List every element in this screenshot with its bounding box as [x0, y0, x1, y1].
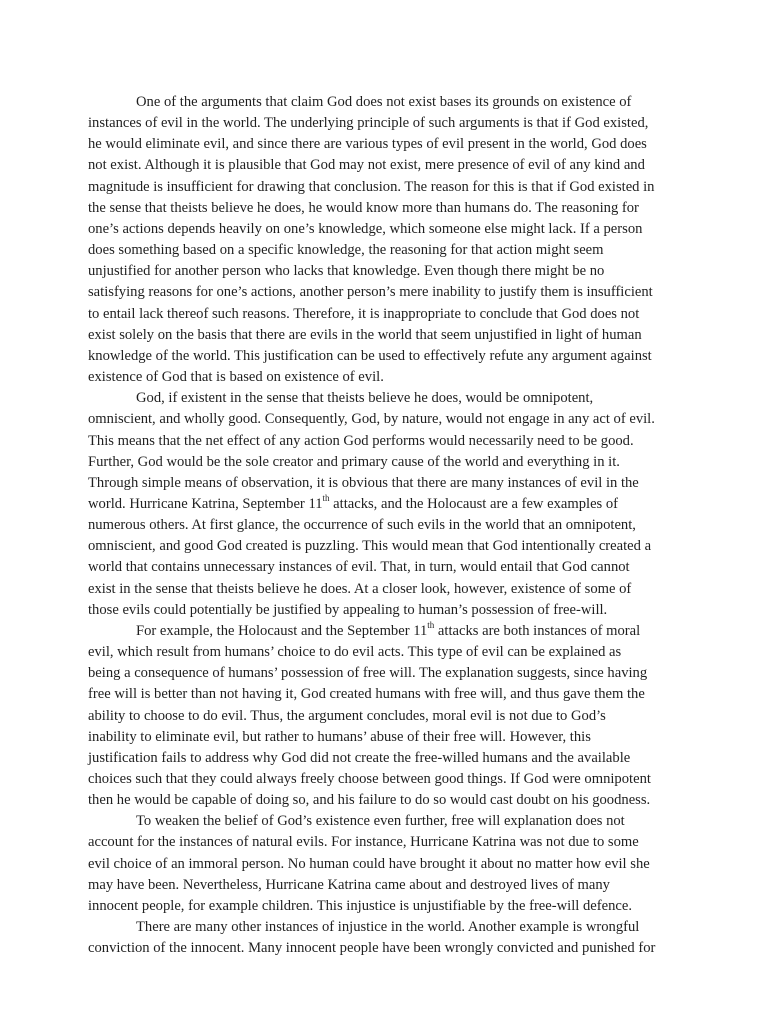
text-segment: Further, God would be the sole creator and primary cause of the world and everything in it. [88, 453, 620, 470]
text-line [88, 536, 684, 557]
text-segment: For example, the Holocaust and the September 11 [136, 622, 428, 639]
paragraph [88, 621, 684, 811]
superscript-ordinal: th [322, 493, 330, 504]
text-line [88, 515, 684, 536]
text-line [88, 155, 684, 176]
text-line [88, 452, 684, 473]
text-segment: he would eliminate evil, and since there are various types of evil present in the world, God does [88, 136, 647, 153]
text-line [88, 282, 684, 303]
text-segment: free will is better than not having it, God created humans with free will, and thus gave them the [88, 686, 645, 703]
text-line [88, 579, 684, 600]
text-line [88, 240, 684, 261]
text-line [88, 600, 684, 621]
text-segment: Through simple means of observation, it is obvious that there are many instances of evil in the [88, 474, 639, 491]
text-line [88, 875, 684, 896]
text-segment: attacks, and the Holocaust are a few examples of [329, 495, 619, 512]
text-segment: exist in the sense that theists believe he does. At a closer look, however, existence of some of [88, 580, 632, 597]
text-line [88, 832, 684, 853]
text-segment: to entail lack thereof such reasons. Therefore, it is inappropriate to conclude that God does not [88, 305, 640, 322]
text-segment: omniscient, and wholly good. Consequently, God, by nature, would not engage in any act of evil. [88, 411, 655, 428]
text-line [88, 727, 684, 748]
paragraph [88, 388, 684, 621]
text-segment: does something based on a specific knowledge, the reasoning for that action might seem [88, 242, 604, 259]
text-line [88, 92, 684, 113]
text-line [88, 177, 684, 198]
text-line [88, 304, 684, 325]
text-line [88, 748, 684, 769]
text-line [88, 113, 684, 134]
text-line [88, 896, 684, 917]
text-line [88, 219, 684, 240]
text-segment: satisfying reasons for one’s actions, another person’s mere inability to justify them is insufficient [88, 284, 653, 301]
text-segment: the sense that theists believe he does, he would know more than humans do. The reasoning for [88, 199, 639, 216]
text-segment: existence of God that is based on existence of evil. [88, 369, 384, 386]
text-segment: innocent people, for example children. This injustice is unjustifiable by the free-will defence. [88, 897, 632, 914]
text-segment: world. Hurricane Katrina, September 11 [88, 495, 323, 512]
text-segment: evil, which result from humans’ choice to do evil acts. This type of evil can be explained as [88, 644, 622, 661]
text-line [88, 663, 684, 684]
text-segment: exist solely on the basis that there are evils in the world that seem unjustified in light of human [88, 326, 642, 343]
text-segment: choices such that they could always freely choose between good things. If God were omnipotent [88, 771, 651, 787]
text-line [88, 346, 684, 367]
text-line [88, 684, 684, 705]
text-line [88, 557, 684, 578]
text-line [88, 621, 684, 642]
text-line [88, 367, 684, 388]
text-line [88, 431, 684, 452]
text-segment: One of the arguments that claim God does not exist bases its grounds on existence of [136, 94, 632, 110]
superscript-ordinal: th [427, 620, 435, 631]
paragraph [88, 92, 684, 388]
text-line [88, 494, 684, 515]
text-segment: numerous others. At first glance, the occurrence of such evils in the world that an omnipotent, [88, 517, 636, 534]
text-segment: then he would be capable of doing so, and his failure to do so would cast doubt on his goodness. [88, 792, 651, 809]
text-segment: those evils could potentially be justified by appealing to human’s possession of free-will. [88, 601, 608, 618]
text-line [88, 917, 684, 938]
text-line [88, 811, 684, 832]
text-segment: world that contains unnecessary instances of evil. That, in turn, would entail that God cannot [88, 559, 630, 576]
paragraph [88, 917, 684, 959]
paragraph [88, 811, 684, 917]
text-segment: may have been. Nevertheless, Hurricane Katrina came about and destroyed lives of many [88, 876, 610, 893]
text-line [88, 325, 684, 346]
text-line [88, 388, 684, 409]
text-segment: evil choice of an immoral person. No human could have brought it about no matter how evil she [88, 855, 650, 872]
text-line [88, 642, 684, 663]
text-line [88, 769, 684, 790]
text-line [88, 134, 684, 155]
text-line [88, 473, 684, 494]
text-segment: omniscient, and good God created is puzzling. This would mean that God intentionally created a [88, 538, 652, 555]
text-segment: ability to choose to do evil. Thus, the argument concludes, moral evil is not due to God’s [88, 707, 606, 724]
text-line [88, 706, 684, 727]
text-line [88, 854, 684, 875]
document-body [88, 92, 684, 959]
text-segment: God, if existent in the sense that theists believe he does, would be omnipotent, [136, 390, 594, 407]
text-segment: one’s actions depends heavily on one’s knowledge, which someone else might lack. If a person [88, 220, 643, 237]
text-segment: justification fails to address why God did not create the free-willed humans and the available [88, 749, 631, 766]
text-line [88, 409, 684, 430]
text-segment: attacks are both instances of moral [434, 622, 641, 639]
text-segment: conviction of the innocent. Many innocent people have been wrongly convicted and punished for [88, 940, 656, 957]
text-line [88, 198, 684, 219]
text-segment: This means that the net effect of any action God performs would necessarily need to be good. [88, 432, 634, 449]
text-line [88, 261, 684, 282]
text-segment: There are many other instances of injustice in the world. Another example is wrongful [136, 919, 640, 936]
text-segment: not exist. Although it is plausible that God may not exist, mere presence of evil of any kind and [88, 157, 645, 174]
text-segment: instances of evil in the world. The underlying principle of such arguments is that if God existed, [88, 115, 649, 132]
text-line [88, 938, 684, 959]
text-segment: inability to eliminate evil, but rather to humans’ abuse of their free will. However, this [88, 728, 591, 745]
text-segment: To weaken the belief of God’s existence even further, free will explanation does not [136, 813, 625, 830]
text-segment: being a consequence of humans’ possession of free will. The explanation suggests, since having [88, 665, 648, 682]
text-segment: magnitude is insufficient for drawing that conclusion. The reason for this is that if God existed in [88, 178, 655, 195]
text-segment: unjustified for another person who lacks that knowledge. Even though there might be no [88, 263, 605, 280]
text-segment: knowledge of the world. This justification can be used to effectively refute any argument against [88, 347, 652, 364]
text-segment: account for the instances of natural evils. For instance, Hurricane Katrina was not due to some [88, 834, 639, 851]
text-line [88, 790, 684, 811]
